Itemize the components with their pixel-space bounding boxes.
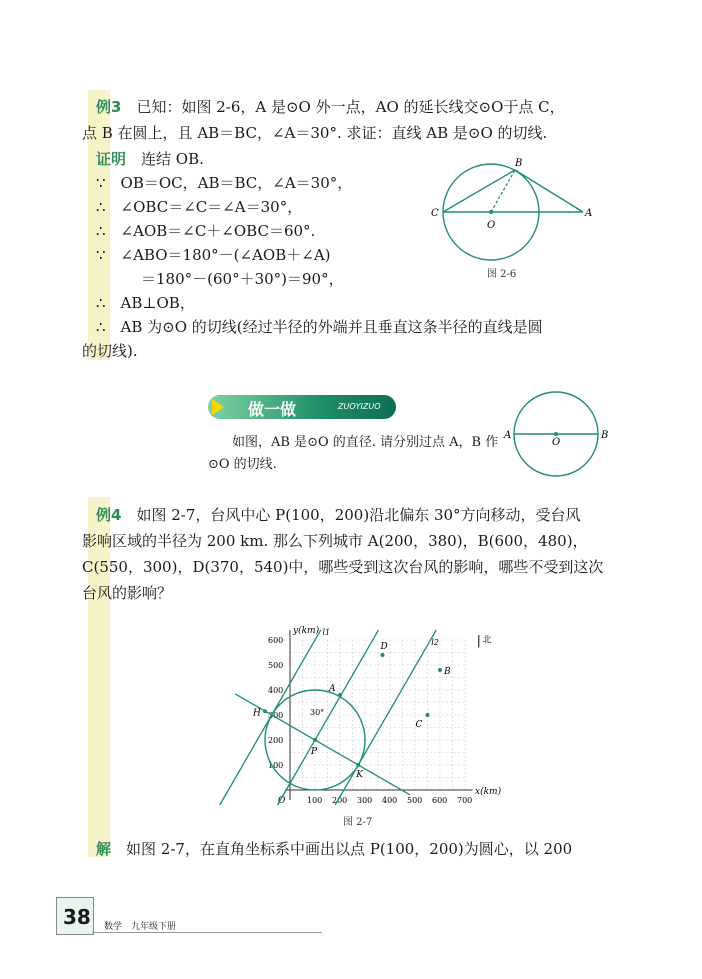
example4-line4: 台风的影响？ [82,584,173,602]
page-number: 38 [63,905,91,929]
example3-statement-line2: 点 B 在圆上，且 AB＝BC，∠A＝30°. 求证：直线 AB 是⊙O 的切线. [82,124,548,142]
proof-step: ∵ OB＝OC，AB＝BC，∠A＝30°， [96,174,353,192]
y-tick-label: 600 [268,636,284,645]
path-line-l1 [220,630,321,805]
y-tick-label: 400 [268,686,284,695]
x-tick-label: 600 [432,796,448,805]
point-label-b: B [444,667,451,677]
point-label-k: K [356,770,363,780]
x-axis-label: x(km) [475,787,502,797]
point-d [381,653,385,657]
y-tick-label: 200 [268,736,284,745]
y-tick-label: 100 [268,761,284,770]
example3-proof-line: 证明 连结 OB. [96,150,204,168]
point-label-a: A [329,684,336,694]
example3-statement-line1: 例3 已知：如图 2-6，A 是⊙O 外一点，AO 的延长线交⊙O于点 C， [96,98,565,116]
margin-band [88,497,110,857]
label-o: O [552,437,561,448]
path-line-l2 [335,630,436,805]
point-o [554,432,558,436]
figure-2-7-caption: 图 2-7 [343,817,373,828]
proof-step: 的切线). [82,342,138,360]
proof-step: ∴ AB 为⊙O 的切线(经过半径的外端并且垂直这条半径的直线是圆 [96,318,543,336]
line-label-l2: l2 [431,638,439,647]
x-tick-label: 500 [407,796,423,805]
y-tick-label: 500 [268,661,284,670]
line-cb [443,170,515,212]
activity-line1: 如图，AB 是⊙O 的直径. 请分别过点 A，B 作 [232,435,499,450]
figure-2-6 [425,150,605,275]
activity-title: 做一做 [248,400,297,419]
y-axis-label: y(km) [293,626,320,636]
point-k [356,763,360,767]
activity-line2: ⊙O 的切线. [208,457,277,472]
angle-label: 30° [310,708,325,717]
activity-banner [208,395,396,419]
point-c [426,713,430,717]
proof-step: ∴ ∠AOB＝∠C＋∠OBC＝60°. [96,222,316,240]
x-tick-label: 400 [382,796,398,805]
north-label: 北 [482,635,492,646]
x-tick-label: 700 [457,796,473,805]
proof-step: ＝180°－(60°＋30°)＝90°， [96,270,344,288]
label-b: B [601,430,609,441]
line-ab [515,170,583,212]
proof-step: ∵ ∠ABO＝180°－(∠AOB＋∠A) [96,246,331,264]
point-o [489,210,493,214]
label-o: O [487,220,496,231]
origin-label: O [278,796,286,806]
point-label-p: P [311,747,318,757]
point-h [263,709,267,713]
point-label-c: C [415,720,423,730]
x-tick-label: 300 [357,796,373,805]
proof-step: ∴ AB⊥OB， [96,294,195,312]
example4-line1: 例4 如图 2-7，台风中心 P(100，200)沿北偏东 30°方向移动，受台风 [96,506,581,524]
label-b: B [515,158,523,169]
activity-subtitle: ZUOYIZUO [338,402,381,411]
point-p [313,738,317,742]
point-a [338,693,342,697]
example4-line2: 影响区域的半径为 200 km. 那么下列城市 A(200，380)，B(600，480)， [82,532,588,550]
point-b [438,668,442,672]
proof-step: ∴ ∠OBC＝∠C＝∠A＝30°， [96,198,303,216]
figure-2-6-caption: 图 2-6 [487,269,517,280]
label-a: A [585,208,593,219]
example4-line3: C(550，300)，D(370，540)中，哪些受到这次台风的影响，哪些不受到这次 [82,558,604,576]
footer-rule [92,932,322,933]
point-label-h: H [253,708,261,719]
label-a: A [504,430,512,441]
book-title: 数学 九年级下册 [104,922,177,932]
line-label-l1: l1 [322,628,331,637]
path-line-center [277,630,378,805]
play-arrow-icon [212,399,224,415]
x-tick-label: 100 [307,796,323,805]
point-label-d: D [380,642,388,652]
figure-2-7-chart [200,600,530,810]
solution-line: 解 如图 2-7，在直角坐标系中画出以点 P(100，200)为圆心，以 200 [96,840,573,858]
y-tick-label: 300 [268,711,284,720]
activity-figure [500,387,620,482]
label-c: C [431,208,439,219]
x-tick-label: 200 [332,796,348,805]
